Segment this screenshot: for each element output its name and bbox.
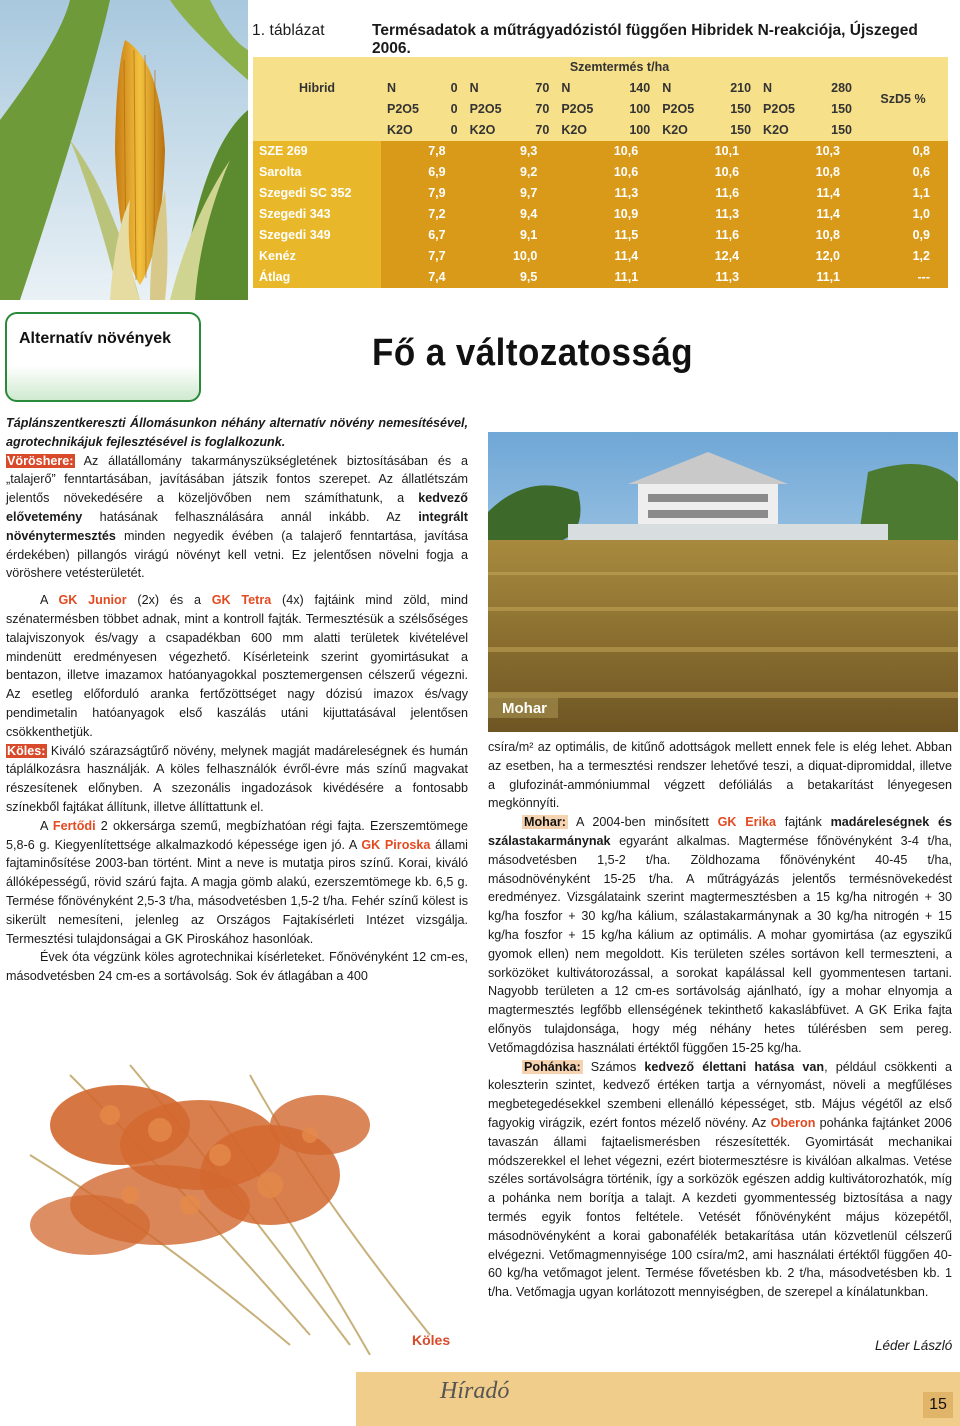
dose-val: 100 [613,120,656,141]
table-row [253,267,948,288]
yield-rows [253,141,948,288]
koles-label: Köles [412,1332,451,1348]
hybrid-name: Átlag [253,267,381,288]
yield-value: 7,9 [381,183,464,204]
yield-value: 10,8 [757,225,858,246]
dose-el: N [656,78,714,99]
paragraph-pohanka [488,1058,952,1302]
yield-value: 10,8 [757,162,858,183]
yield-value: 7,8 [381,141,464,162]
text: A [40,593,59,608]
szemtermes-header: Szemtermés t/ha [381,57,858,78]
mohar-photo [488,432,958,732]
hibrid-header: Hibrid [253,57,381,120]
tag-koles: Köles: [7,743,46,758]
left-column [6,414,468,986]
szd-value: 1,0 [858,204,948,225]
paragraph-koles [6,742,468,817]
dose-el: N [464,78,522,99]
right-column [488,738,952,1302]
dose-val: 150 [714,99,757,120]
table-row [253,225,948,246]
yield-value: 9,2 [464,162,556,183]
dose-el: P2O5 [555,99,613,120]
yield-value: 9,7 [464,183,556,204]
szd-value: 0,9 [858,225,948,246]
text: 2 okkersárga szemű, megbízhatóan régi fajta. Ezerszemtömege 5,8-6 g. Kiegyenlítettsége alkalmazkodó képessége igen jó. A [6,818,468,852]
yield-value: 6,9 [381,162,464,183]
dose-val: 70 [521,78,555,99]
dose-el: K2O [757,120,815,141]
variety-name: GK Tetra [211,593,272,608]
text: A [40,818,53,833]
hybrid-name: SZE 269 [253,141,381,162]
dose-el: P2O5 [464,99,522,120]
text: , például csökkenti a koleszterin szintet, kedvező értéken tartja a vérnyomást, növeli a megfűléses megbetegedésekkel szembeni ellenálló képességet, stb. Május végétől az első fagyokig virágzik, ezért fontos mézelő növény. Az [488,1059,953,1130]
text: (4x) fajtáink mind zöld, mind szénatermésben többet adnak, mint a kontroll fajták. Termesztésük a szélsőséges talajviszonyok és/vagy a csapadékban 600 mm alatti területek kivételével mindenütt eredményesen végezhető. Kísérleteink szerint gyomirtásukat a bentazon, illetve imazamox hatóanyagokkal posztemergensen célszerű végezni. Az esetleg előforduló aranka fertőzöttséget nagy dózisú imazox és/vagy pendimetalin hatóanyagok első kaszálás utáni kijuttatásával jelentősen csökkenthetjük. [6,593,468,739]
yield-value: 11,4 [555,246,656,267]
yield-value: 11,3 [656,204,757,225]
yield-value: 7,7 [381,246,464,267]
yield-value: 10,6 [555,162,656,183]
headline: Fő a változatosság [372,332,694,374]
table-row [253,183,948,204]
paragraph-evek: Évek óta végzünk köles agrotechnikai kísérleteket. Főnövényként 12 cm-es, másodvetésben 24 cm-es a sortávolság. Sok év átlagában a 400 [6,950,468,984]
yield-value: 11,5 [555,225,656,246]
text: fajtánk [776,815,831,830]
tag-voroshere: Vöröshere: [7,453,74,468]
yield-value: 11,6 [656,225,757,246]
dose-val: 70 [521,99,555,120]
bold-text: integrált növénytermesztés [6,509,468,543]
koles-photo [10,1035,486,1355]
text: Számos [582,1059,645,1074]
yield-value: 12,0 [757,246,858,267]
lead-paragraph: Táplánszentkereszti Állomásunkon néhány alternatív növény nemesítésével, agrotechnikájuk fejlesztésével is foglalkozunk. [6,416,468,449]
text: állami fajtaminősítése 2003-ban történt. Mint a neve is mutatja piros színű. Korai, kiváló állóképességű, rövid szárú fajta. A magja gömb alakú, ezerszemtömege kb. 6,5 g. Termése főnövényként 2,5-3 t/ha, másodvetésben 1,5-2 t/ha. Fehér színű kölest is sikerült nemesíteni, jelenleg az Országos Fajtakísérleti Intézet vizsgálja. Termesztési tulajdonságai a GK Piroskához hasonlóak. [6,837,468,946]
yield-value: 6,7 [381,225,464,246]
paragraph-gk [6,591,468,741]
hybrid-name: Szegedi 349 [253,225,381,246]
text: pohánka fajtánket 2006 tavaszán állami fajtaelismerésben részesítették. Gyomirtását mechanikai módszerekkel el lehet végezni, ezért biotermesztésre is kiválóan alkalmas. Vetése széles sortávolságra történik, így a sorközök egészen addig kultivátorozhatók, míg a pohánka nem borítja a talajt. A kezdeti gyommentesség biztosítása a nagy termés egyik fontos feltétele. Vetését főnövényként május közepétől, másodnövényként a korai gabonafélék betakarítása után közvetlenül célszerű elvégezni. Vetőmagmennyisége 100 csíra/m2, ami használati értéktől függően 40-60 kg/ha vetőmagot jelent. Termése fővetésben kb. 2 t/ha, másodvetésben kb. 1 t/ha. Vetőmagja ugyan korlátozott mennyiségben, de szerepel a kínálatunkban. [488,1115,952,1300]
hybrid-name: Kenéz [253,246,381,267]
text: (2x) és a [126,593,212,608]
yield-value: 10,6 [656,162,757,183]
yield-value: 11,3 [656,267,757,288]
section-box [5,312,201,402]
text: egyaránt alkalmas. Magtermése főnövényként 3-4 t/ha, másodvetésben 1,5-2 t/ha. Zöldhozama főnövényként 40-45 t/ha, másodnövényként 15-25 t/ha. A műtrágyázás jelentős termésnövekedést eredményez. Vizsgálataink szerint magtermesztésben a 15 kg/ha nitrogén + 30 kg/ha foszfor + 30 kg/ha kálium, szálastakarmánynak a 30 kg/ha nitrogén + 15 kg/ha foszfor + 15 kg/ha kálium az optimális. A mohar gyomirtása (az egyszikű gyomok ellen) nem megoldott. Kis területen széles sortávon kell termeszteni, a sorközöket kultivátorozással, a sorokat kapálással kell gyommentesen tartani. Nagyobb területen a 12 cm-es sortávolság ajánlható, így a mohar elnyomja a magtermesztés legfőbb ellenségének tekinthető kakaslábfüvet. A GK Erika fajta előnyös tulajdonsága, hogy még néhány hetes túlérésben sem pereg. Vetőmagdózisa használati értéktől függően 15-25 kg/ha. [488,833,952,1055]
dose-val: 0 [439,120,464,141]
paragraph-csira: csíra/m² az optimális, de kitűnő adottságok mellett ennek fele is elég lehet. Abban az esetben, ha a termesztési rendszer lehetővé teszi, a diquat-dipromiddal, illetve a glufozinát-ammóniummal végzett defóliálás a betakarítást lényegesen megkönnyíti. [488,740,952,811]
szd-header: SzD5 % [858,57,948,141]
table-row [253,246,948,267]
yield-value: 11,1 [757,267,858,288]
dose-val: 150 [815,120,858,141]
corn-photo [0,0,248,300]
yield-value: 11,4 [757,204,858,225]
yield-value: 7,4 [381,267,464,288]
dose-val: 0 [439,78,464,99]
yield-value: 10,1 [656,141,757,162]
variety-name: Oberon [770,1115,816,1130]
table-title: Termésadatok a műtrágyadózistól függően Hibridek N-reakciója, Újszeged 2006. [372,22,918,57]
yield-value: 12,4 [656,246,757,267]
bold-text: kedvező elővetemény [6,491,468,524]
yield-value: 9,5 [464,267,556,288]
dose-el: K2O [555,120,613,141]
dose-el: P2O5 [381,99,439,120]
yield-value: 11,1 [555,267,656,288]
paragraph-voroshere [6,452,468,584]
text: hatásának felhasználására annál inkább. Az [82,509,419,524]
szd-value: 1,1 [858,183,948,204]
hybrid-name: Sarolta [253,162,381,183]
dose-val: 100 [613,99,656,120]
dose-el: K2O [464,120,522,141]
section-box-label: Alternatív növények [19,330,172,347]
dose-val: 210 [714,78,757,99]
bold-text: kedvező élettani hatása van [644,1059,825,1074]
dose-el: P2O5 [656,99,714,120]
dose-el: P2O5 [757,99,815,120]
variety-name: Fertődi [52,818,96,833]
table-row [253,204,948,225]
szd-value: 0,8 [858,141,948,162]
yield-value: 9,4 [464,204,556,225]
tag-pohanka: Pohánka: [524,1059,581,1074]
yield-value: 9,1 [464,225,556,246]
magazine-name: Híradó [440,1378,510,1404]
dose-val: 0 [439,99,464,120]
dose-el: N [381,78,439,99]
text: A 2004-ben minősített [567,815,718,830]
mohar-label: Mohar [502,700,547,717]
paragraph-fertodi [6,817,468,949]
paragraph-mohar [488,813,952,1057]
page-number: 15 [923,1392,953,1418]
author: Léder László [875,1338,953,1353]
bold-text: madáreleségnek és szálastakarmánynak [488,815,953,848]
yield-table [253,57,948,288]
dose-el: K2O [656,120,714,141]
yield-value: 11,3 [555,183,656,204]
text: Az állatállomány takarmányszükségletének biztosításában és a „talajerő” fenntartásában, javításában játszik fontos szerepet. Az állatlétszám jelentős növekedésére a közeljövőben nem számíthatunk, a [6,453,468,506]
szd-value: --- [858,267,948,288]
dose-val: 280 [815,78,858,99]
dose-el: N [555,78,613,99]
yield-value: 10,9 [555,204,656,225]
hybrid-name: Szegedi 343 [253,204,381,225]
yield-value: 10,3 [757,141,858,162]
table-label: 1. táblázat [252,22,325,39]
szd-value: 0,6 [858,162,948,183]
dose-el: N [757,78,815,99]
variety-name: GK Junior [58,593,127,608]
dose-el: K2O [381,120,439,141]
dose-val: 150 [714,120,757,141]
table-row [253,141,948,162]
yield-value: 11,4 [757,183,858,204]
dose-val: 150 [815,99,858,120]
yield-value: 11,6 [656,183,757,204]
yield-value: 9,3 [464,141,556,162]
dose-val: 70 [521,120,555,141]
yield-value: 10,0 [464,246,556,267]
text: minden negyedik évében (a talajerő fenntartása, javítása érdekében) pillangós virágú növényt kell vetni. Ez jelentősen növelni fogja a vöröshere vetésterületét. [6,528,468,581]
text: Kiváló szárazságtűrő növény, melynek magját madáreleségnek és humán táplálkozásra használják. A köles felhasználók évről-évre más színű magvakat részesítenek előnyben. A szezonális ingadozások kivédésére a fontosabb színekből fajtákat állítunk, illetve állíttattunk el. [6,743,468,814]
dose-val: 140 [613,78,656,99]
variety-name: GK Erika [717,815,777,830]
yield-value: 10,6 [555,141,656,162]
table-row [253,162,948,183]
hybrid-name: Szegedi SC 352 [253,183,381,204]
variety-name: GK Piroska [361,837,431,852]
tag-mohar: Mohar: [524,815,566,830]
yield-value: 7,2 [381,204,464,225]
szd-value: 1,2 [858,246,948,267]
